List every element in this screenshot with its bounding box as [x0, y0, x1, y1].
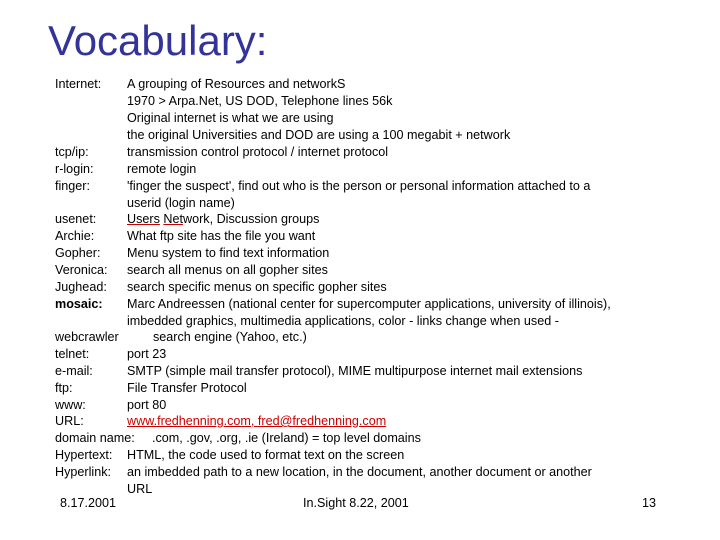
term-webcrawler: webcrawler — [55, 330, 119, 344]
term-url: URL: — [55, 414, 84, 428]
underlined-users: Users — [127, 212, 160, 226]
term-veronica: Veronica: — [55, 263, 108, 277]
term-archie: Archie: — [55, 229, 95, 243]
def-line: Marc Andreessen (national center for supercomputer applications, university of illinois), — [127, 297, 611, 311]
def-line: Original internet is what we are using — [127, 111, 334, 125]
term-hypertext: Hypertext: — [55, 448, 113, 462]
def-line-usenet — [127, 211, 319, 227]
term-finger: finger: — [55, 179, 91, 193]
def-line: the original Universities and DOD are using a 100 megabit + network — [127, 128, 511, 142]
term-jughead: Jughead: — [55, 280, 107, 294]
term-hyperlink: Hyperlink: — [55, 465, 111, 479]
def-line: port 80 — [127, 398, 167, 412]
term-email: e-mail: — [55, 364, 93, 378]
def-line: search engine (Yahoo, etc.) — [153, 330, 307, 344]
def-line: What ftp site has the file you want — [127, 229, 316, 243]
def-line: URL — [127, 482, 153, 496]
term-ftp: ftp: — [55, 381, 73, 395]
slide-title: Vocabulary: — [48, 17, 268, 64]
term-usenet: usenet: — [55, 212, 97, 226]
def-line: port 23 — [127, 347, 167, 361]
term-gopher: Gopher: — [55, 246, 101, 260]
def-line: search specific menus on specific gopher sites — [127, 280, 387, 294]
footer-date: 8.17.2001 — [60, 496, 117, 510]
usenet-rest: work, Discussion groups — [183, 212, 320, 226]
def-line: .com, .gov, .org, .ie (Ireland) = top level domains — [152, 431, 421, 445]
term-domain-name: domain name: — [55, 431, 135, 445]
term-rlogin: r-login: — [55, 162, 94, 176]
term-www: www: — [55, 398, 86, 412]
term-tcpip: tcp/ip: — [55, 145, 89, 159]
def-line: remote login — [127, 162, 197, 176]
url-link[interactable]: www.fredhenning.com, fred@fredhenning.com — [127, 414, 387, 428]
term-mosaic: mosaic: — [55, 297, 103, 311]
def-line: an imbedded path to a new location, in the document, another document or another — [127, 465, 592, 479]
def-line: SMTP (simple mail transfer protocol), MIME multipurpose internet mail extensions — [127, 364, 583, 378]
def-line: Menu system to find text information — [127, 246, 330, 260]
slide-number: 13 — [642, 496, 657, 510]
def-line: File Transfer Protocol — [127, 381, 247, 395]
def-line: imbedded graphics, multimedia applications, color - links change when used - — [127, 314, 559, 328]
term-telnet: telnet: — [55, 347, 90, 361]
def-line: HTML, the code used to format text on the screen — [127, 448, 405, 462]
underlined-net: Net — [163, 212, 183, 226]
def-line: 'finger the suspect', find out who is the person or personal information attached to a — [127, 179, 591, 193]
def-line: A grouping of Resources and networkS — [127, 77, 346, 91]
def-line: transmission control protocol / internet protocol — [127, 145, 389, 159]
def-line: 1970 > Arpa.Net, US DOD, Telephone lines 56k — [127, 94, 393, 108]
term-internet: Internet: — [55, 77, 102, 91]
def-line: search all menus on all gopher sites — [127, 263, 328, 277]
def-line: userid (login name) — [127, 196, 235, 210]
footer-center: In.Sight 8.22, 2001 — [303, 496, 409, 510]
